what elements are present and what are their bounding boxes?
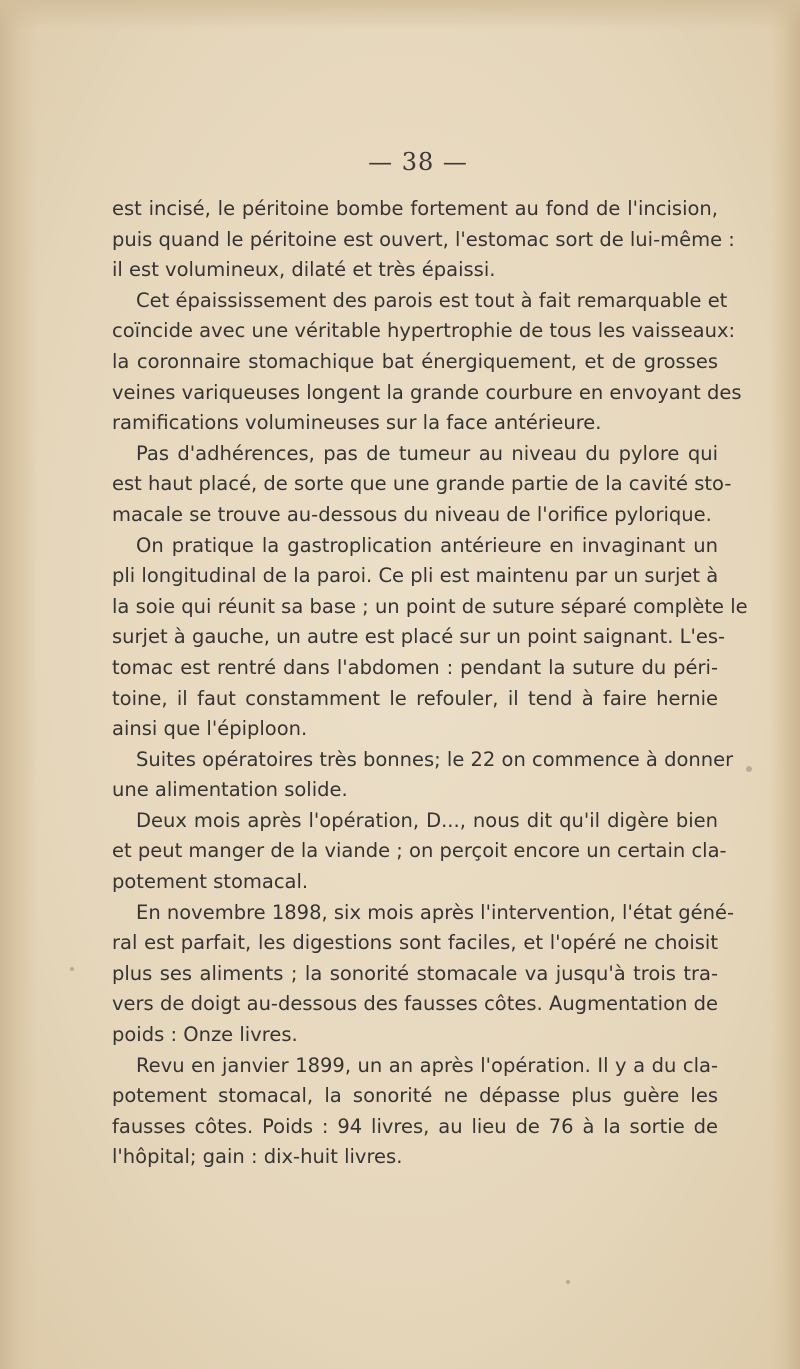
text-line: et peut manger de la viande ; on perçoit encore un certain cla- bbox=[112, 839, 727, 863]
text-line: Cet épaississement des parois est tout à fait remarquable et bbox=[136, 288, 728, 312]
text-line: veines variqueuses longent la grande courbure en envoyant des bbox=[112, 380, 742, 404]
text-line: est haut placé, de sorte que une grande partie de la cavité sto- bbox=[112, 472, 732, 496]
page-edge-right bbox=[770, 0, 800, 1369]
text-line: est incisé, le péritoine bombe fortement au fond de l'incision, bbox=[112, 197, 718, 220]
text-line: poids : Onze livres. bbox=[112, 1023, 298, 1047]
text-line: tomac est rentré dans l'abdomen : pendant la suture du péri- bbox=[112, 655, 718, 679]
page-number: — 38 — bbox=[368, 148, 468, 176]
text-line: Pas d'adhérences, pas de tumeur au niveau du pylore qui bbox=[136, 441, 718, 465]
page-edge-left bbox=[0, 0, 38, 1369]
text-line: ral est parfait, les digestions sont faciles, et l'opéré ne choisit bbox=[112, 931, 718, 955]
paper-speck bbox=[746, 766, 752, 772]
page-edge-top bbox=[0, 0, 800, 30]
text-line: la soie qui réunit sa base ; un point de suture séparé complète le bbox=[112, 594, 748, 618]
text-line: potement stomacal. bbox=[112, 870, 309, 894]
text-line: Revu en janvier 1899, un an après l'opération. Il y a du cla- bbox=[136, 1053, 718, 1077]
text-line: une alimentation solide. bbox=[112, 778, 348, 802]
text-line: On pratique la gastroplication antérieure en invaginant un bbox=[136, 533, 718, 557]
text-line: Deux mois après l'opération, D..., nous dit qu'il digère bien bbox=[136, 808, 718, 832]
text-line: Suites opératoires très bonnes; le 22 on commence à donner bbox=[136, 747, 734, 771]
body-text bbox=[112, 194, 748, 1173]
text-line: potement stomacal, la sonorité ne dépasse plus guère les bbox=[112, 1084, 718, 1108]
text-line: En novembre 1898, six mois après l'intervention, l'état géné- bbox=[136, 900, 735, 924]
text-line: macale se trouve au-dessous du niveau de l'orifice pylorique. bbox=[112, 502, 712, 526]
text-line: toine, il faut constamment le refouler, il tend à faire hernie bbox=[112, 686, 718, 710]
paper-speck bbox=[566, 1280, 570, 1284]
text-line: puis quand le péritoine est ouvert, l'estomac sort de lui-même : bbox=[112, 227, 735, 251]
text-line: l'hôpital; gain : dix-huit livres. bbox=[112, 1145, 403, 1169]
paper-speck bbox=[70, 967, 74, 971]
text-line: ainsi que l'épiploon. bbox=[112, 717, 308, 741]
text-line: ramifications volumineuses sur la face antérieure. bbox=[112, 411, 602, 435]
text-line: surjet à gauche, un autre est placé sur un point saignant. L'es- bbox=[112, 625, 726, 649]
text-line: fausses côtes. Poids : 94 livres, au lieu de 76 à la sortie de bbox=[112, 1114, 718, 1138]
text-line: plus ses aliments ; la sonorité stomacale va jusqu'à trois tra- bbox=[112, 961, 718, 985]
text-line: pli longitudinal de la paroi. Ce pli est maintenu par un surjet à bbox=[112, 564, 719, 588]
text-line: la coronnaire stomachique bat énergiquement, et de grosses bbox=[112, 349, 718, 373]
text-line: coïncide avec une véritable hypertrophie de tous les vaisseaux: bbox=[112, 319, 736, 343]
text-line: vers de doigt au-dessous des fausses côtes. Augmentation de bbox=[112, 992, 718, 1016]
text-line: il est volumineux, dilaté et très épaissi. bbox=[112, 258, 496, 282]
